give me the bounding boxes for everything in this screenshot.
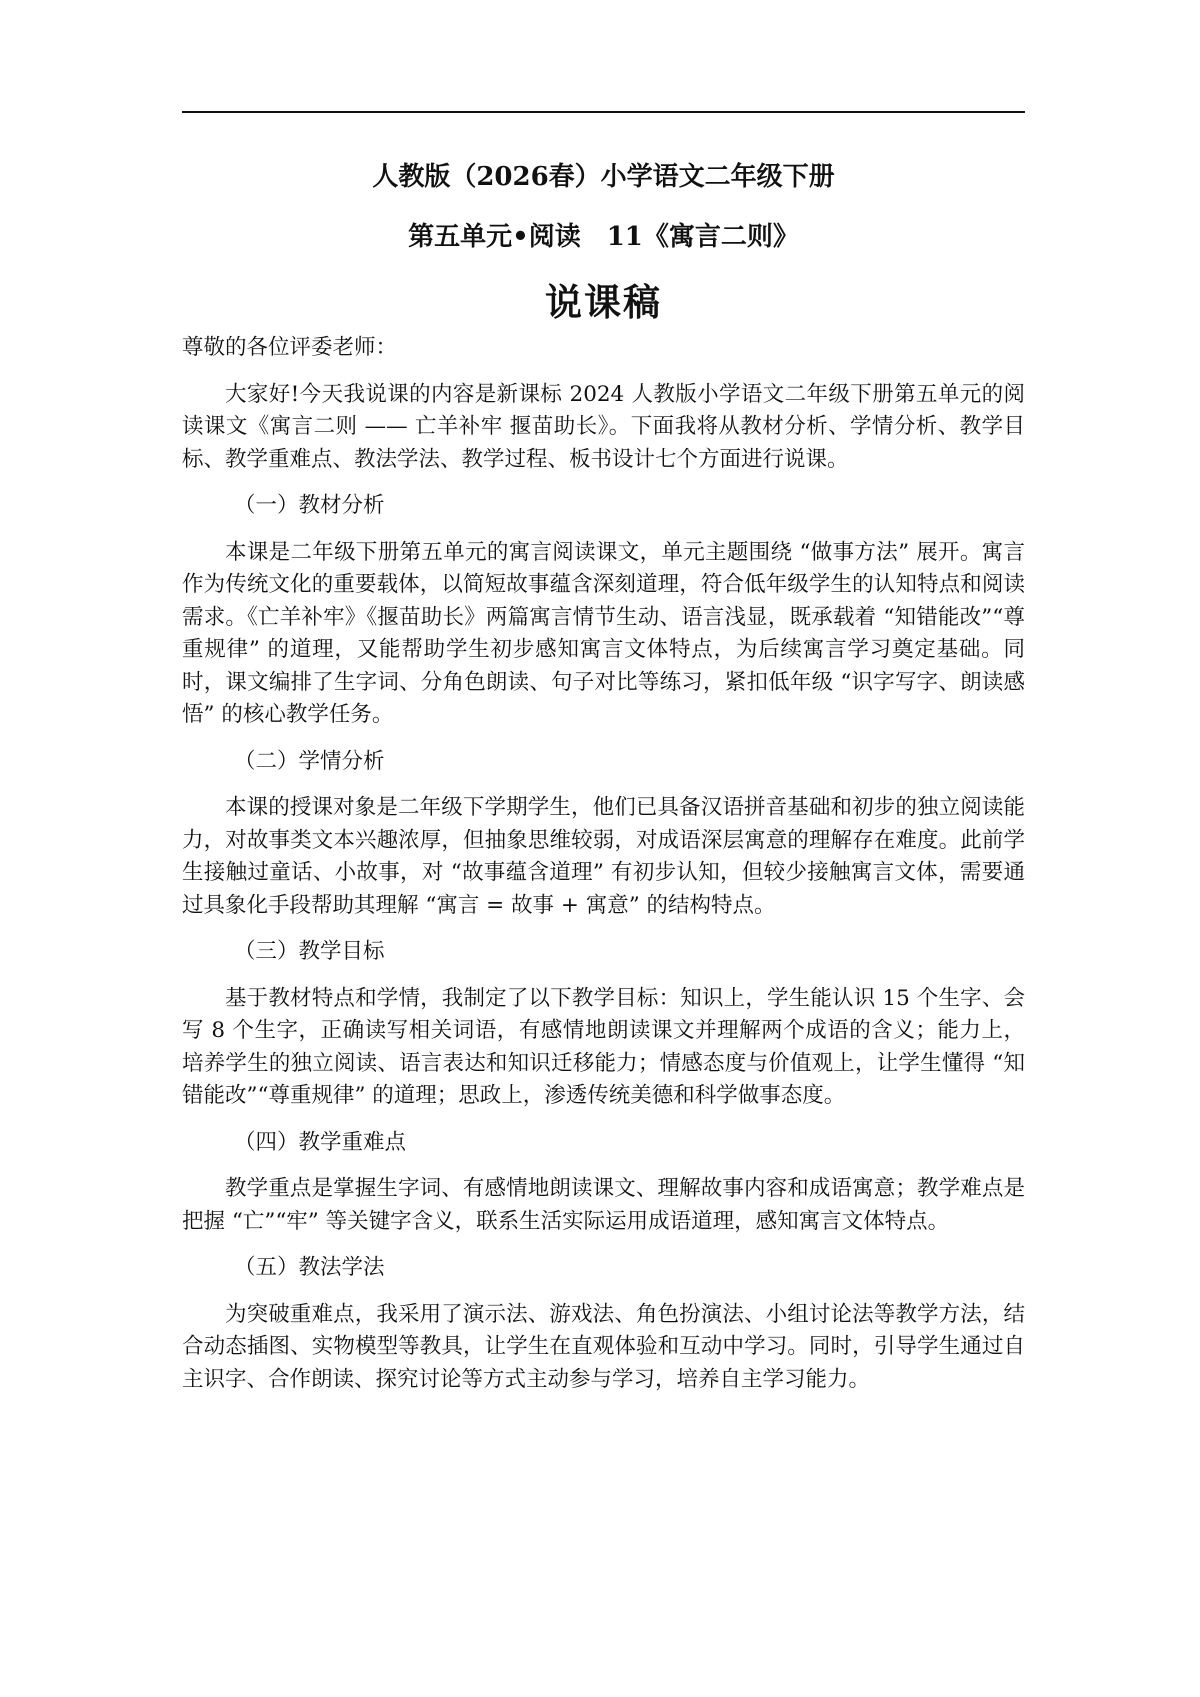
document-title-textbook: 人教版（2026春）小学语文二年级下册 <box>372 162 835 192</box>
section-body-student-analysis: 本课的授课对象是二年级下学期学生，他们已具备汉语拼音基础和初步的独立阅读能力，对故事类文本兴趣浓厚，但抽象思维较弱，对成语深层寓意的理解存在难度。此前学生接触过童话、小故事，对 “故事蕴含道理” 有初步认知，但较少接触寓言文体，需要通过具象化手段帮助其理解 “寓言 = 故事 + 寓意” 的结构特点。 <box>182 795 1025 918</box>
salutation: 尊敬的各位评委老师： <box>182 335 398 360</box>
section-heading-teaching-goals: （三）教学目标 <box>234 939 385 964</box>
document-body <box>182 332 1025 1410</box>
document-title-main: 说课稿 <box>545 280 662 324</box>
section-heading-methods: （五）教法学法 <box>234 1255 385 1280</box>
intro-paragraph: 大家好!今天我说课的内容是新课标 2024 人教版小学语文二年级下册第五单元的阅读课文《寓言二则 —— 亡羊补牢 揠苗助长》。下面我将从教材分析、学情分析、教学目标、教学重难点、教法学法、教学过程、板书设计七个方面进行说课。 <box>182 381 1025 472</box>
section-heading-key-points: （四）教学重难点 <box>234 1129 407 1155</box>
section-body-teaching-goals: 基于教材特点和学情，我制定了以下教学目标：知识上，学生能认识 15 个生字、会写 8 个生字，正确读写相关词语，有感情地朗读课文并理解两个成语的含义；能力上，培养学生的独立阅读、语言表达和知识迁移能力；情感态度与价值观上，让学生懂得 “知错能改”“尊重规律” 的道理；思政上，渗透传统美德和科学做事态度。 <box>182 985 1025 1108</box>
section-heading-student-analysis: （二）学情分析 <box>234 748 385 774</box>
section-body-key-points: 教学重点是掌握生字词、有感情地朗读课文、理解故事内容和成语寓意；教学难点是把握 “亡”“牢” 等关键字含义，联系生活实际运用成语道理，感知寓言文体特点。 <box>182 1176 1025 1234</box>
section-body-methods: 为突破重难点，我采用了演示法、游戏法、角色扮演法、小组讨论法等教学方法，结合动态插图、实物模型等教具，让学生在直观体验和互动中学习。同时，引导学生通过自主识字、合作朗读、探究讨论等方式主动参与学习，培养自主学习能力。 <box>182 1301 1025 1392</box>
document-title-unit: 第五单元•阅读 11《寓言二则》 <box>408 222 799 252</box>
header-rule <box>182 111 1025 113</box>
section-heading-textbook-analysis: （一）教材分析 <box>234 493 385 518</box>
section-body-textbook-analysis: 本课是二年级下册第五单元的寓言阅读课文，单元主题围绕 “做事方法” 展开。寓言作为传统文化的重要载体，以简短故事蕴含深刻道理，符合低年级学生的认知特点和阅读需求。《亡羊补牢》《揠苗助长》两篇寓言情节生动、语言浅显，既承载着 “知错能改”“尊重规律” 的道理，又能帮助学生初步感知寓言文体特点，为后续寓言学习奠定基础。同时，课文编排了生字词、分角色朗读、句子对比等练习，紧扣低年级 “识字写字、朗读感悟” 的核心教学任务。 <box>182 539 1025 727</box>
